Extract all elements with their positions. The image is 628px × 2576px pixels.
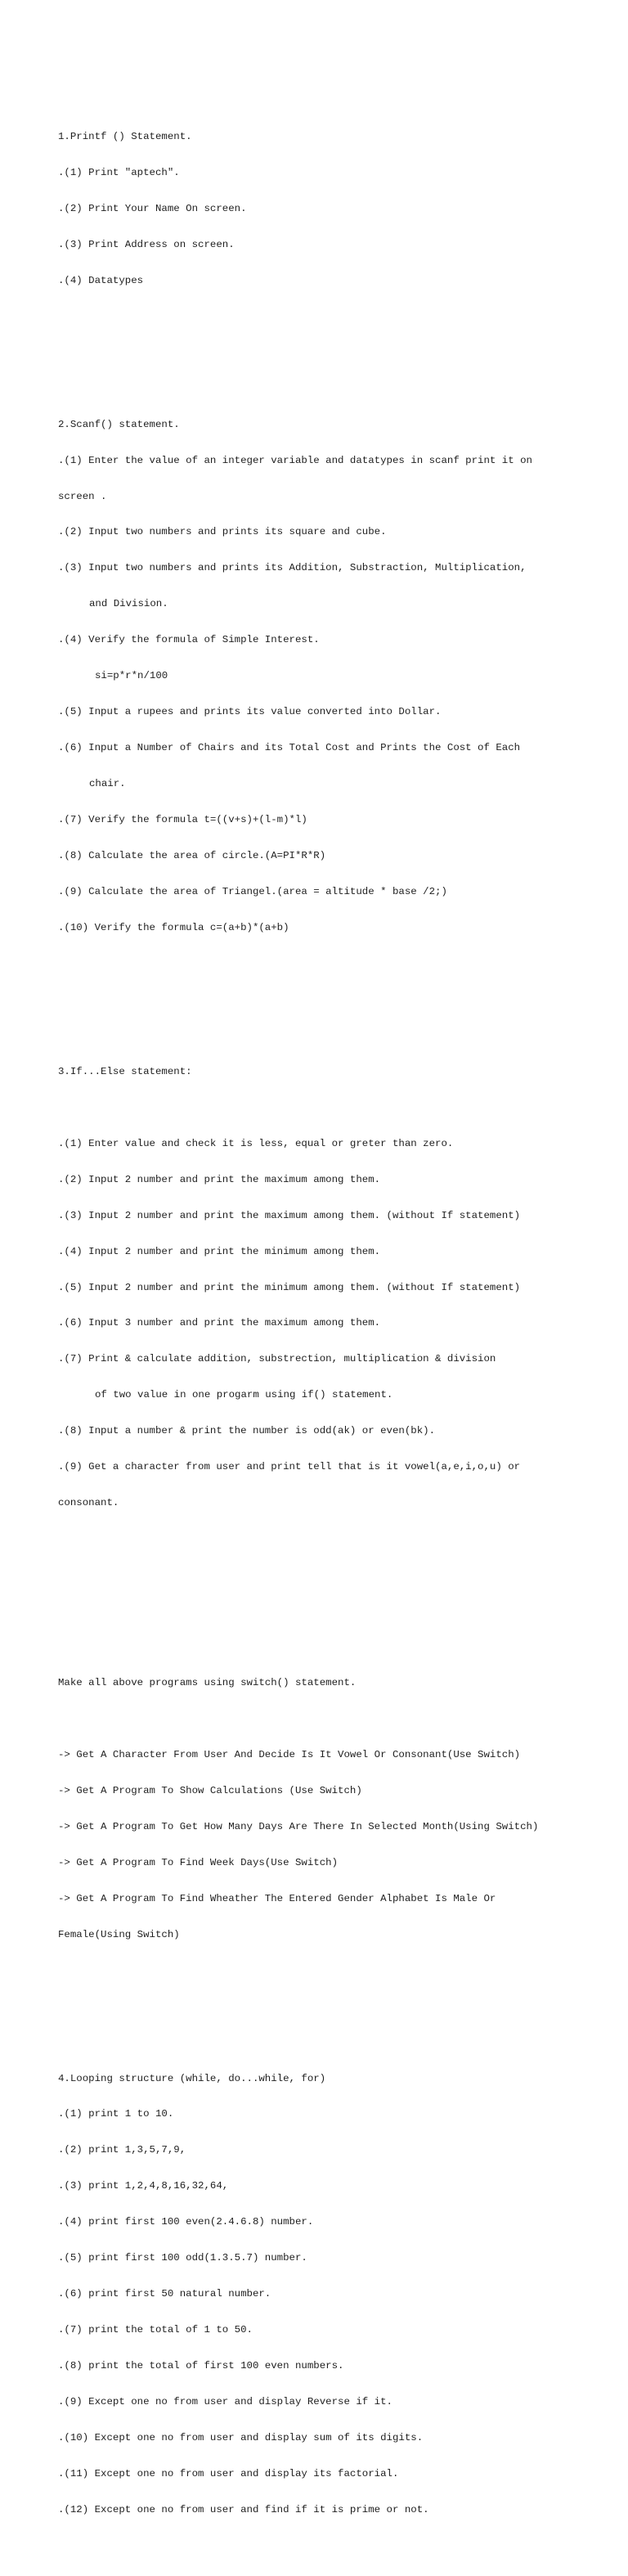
section-scanf	[58, 394, 598, 958]
list-item: .(12) Except one no from user and find if it is prime or not.	[58, 2503, 429, 2515]
document-body	[58, 59, 598, 2576]
spacer	[58, 982, 598, 994]
list-item: .(1) Print "aptech".	[58, 166, 180, 178]
list-item-continuation: consonant.	[58, 1497, 119, 1509]
section-heading-looping: 4.Looping structure (while, do...while, for)	[58, 2072, 326, 2084]
list-item-continuation: Female(Using Switch)	[58, 1928, 180, 1940]
list-item: -> Get A Program To Show Calculations (Use Switch)	[58, 1784, 362, 1796]
list-item: .(10) Verify the formula c=(a+b)*(a+b)	[58, 921, 289, 933]
spacer	[58, 1593, 598, 1605]
list-item: .(5) Input a rupees and prints its value converted into Dollar.	[58, 706, 442, 718]
list-item: .(8) Calculate the area of circle.(A=PI*R*R)	[58, 850, 326, 862]
section-heading-printf: 1.Printf () Statement.	[58, 130, 192, 142]
list-item: -> Get A Character From User And Decide Is It Vowel Or Consonant(Use Switch)	[58, 1748, 521, 1760]
section-looping	[58, 2048, 598, 2540]
spacer	[58, 1989, 598, 2001]
section-ifelse	[58, 1041, 598, 1533]
list-item-continuation: chair.	[89, 778, 126, 790]
list-item: .(1) Enter value and check it is less, equal or greter than zero.	[58, 1137, 454, 1149]
list-item: .(6) print first 50 natural number.	[58, 2288, 271, 2300]
list-item: .(2) Input two numbers and prints its square and cube.	[58, 526, 387, 538]
list-item: .(4) Datatypes	[58, 274, 144, 286]
list-item: .(9) Calculate the area of Triangel.(area = altitude * base /2;)	[58, 885, 447, 897]
formula-line: si=p*r*n/100	[95, 670, 168, 682]
list-item: .(5) Input 2 number and print the minimum among them. (without If statement)	[58, 1281, 521, 1293]
list-item: -> Get A Program To Find Wheather The Entered Gender Alphabet Is Male Or	[58, 1892, 496, 1904]
list-item: .(8) Input a number & print the number is odd(ak) or even(bk).	[58, 1425, 436, 1437]
list-item: -> Get A Program To Get How Many Days Are There In Selected Month(Using Switch)	[58, 1820, 539, 1832]
list-item: .(3) Input 2 number and print the maximum among them. (without If statement)	[58, 1209, 521, 1221]
list-item: .(3) Input two numbers and prints its Addition, Substraction, Multiplication,	[58, 562, 527, 574]
list-item: .(11) Except one no from user and display its factorial.	[58, 2468, 399, 2480]
list-item-continuation: and Division.	[89, 598, 168, 610]
list-item: .(4) Verify the formula of Simple Interest.	[58, 634, 320, 646]
list-item: -> Get A Program To Find Week Days(Use Switch)	[58, 1856, 339, 1868]
list-item: .(7) Verify the formula t=((v+s)+(l-m)*l)	[58, 814, 307, 826]
list-item: .(7) Print & calculate addition, substrection, multiplication & division	[58, 1353, 496, 1365]
list-item: .(3) print 1,2,4,8,16,32,64,	[58, 2180, 229, 2192]
list-item: .(4) print first 100 even(2.4.6.8) number.	[58, 2216, 314, 2228]
list-item: .(6) Input a Number of Chairs and its Total Cost and Prints the Cost of Each	[58, 742, 521, 754]
list-item: .(1) Enter the value of an integer variable and datatypes in scanf print it on	[58, 454, 532, 466]
section-heading-switch: Make all above programs using switch() statement.	[58, 1677, 357, 1689]
list-item-continuation: screen .	[58, 490, 107, 502]
spacer	[58, 1713, 598, 1725]
list-item: .(7) print the total of 1 to 50.	[58, 2324, 253, 2336]
section-switch	[58, 1653, 598, 1965]
list-item-continuation: of two value in one progarm using if() statement.	[95, 1389, 393, 1401]
section-heading-scanf: 2.Scanf() statement.	[58, 418, 180, 430]
list-item: .(2) Print Your Name On screen.	[58, 202, 247, 214]
list-item: .(2) Input 2 number and print the maximum among them.	[58, 1173, 381, 1185]
spacer	[58, 1557, 598, 1569]
list-item: .(10) Except one no from user and display sum of its digits.	[58, 2432, 424, 2444]
section-heading-ifelse: 3.If...Else statement:	[58, 1065, 192, 1077]
list-item: .(4) Input 2 number and print the minimum among them.	[58, 1245, 381, 1257]
list-item: .(8) print the total of first 100 even numbers.	[58, 2360, 344, 2372]
list-item: .(5) print first 100 odd(1.3.5.7) number.	[58, 2252, 307, 2264]
list-item: .(1) print 1 to 10.	[58, 2108, 174, 2120]
list-item: .(2) print 1,3,5,7,9,	[58, 2144, 186, 2156]
spacer	[58, 1102, 598, 1114]
list-item: .(6) Input 3 number and print the maximum among them.	[58, 1317, 381, 1329]
list-item: .(3) Print Address on screen.	[58, 238, 235, 250]
list-item: .(9) Get a character from user and print tell that is it vowel(a,e,i,o,u) or	[58, 1461, 521, 1473]
section-printf	[58, 107, 598, 311]
list-item: .(9) Except one no from user and display Reverse if it.	[58, 2396, 392, 2408]
spacer	[58, 335, 598, 347]
